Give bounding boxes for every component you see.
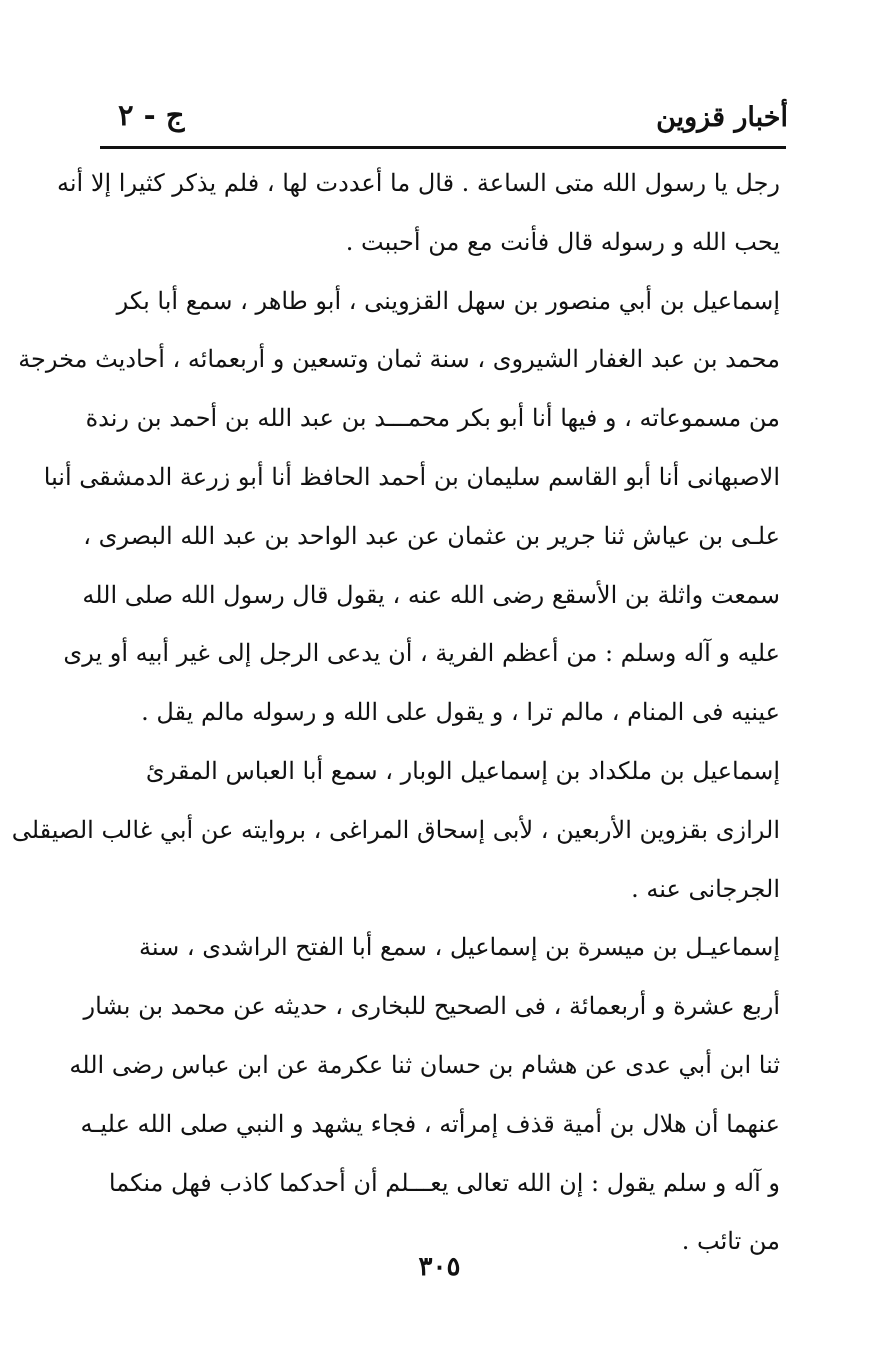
text-line: من تائب . xyxy=(681,1227,780,1256)
text-line: الجرجانى عنه . xyxy=(631,874,780,903)
text-line: يحب الله و رسوله قال فأنت مع من أحببت . xyxy=(345,227,780,256)
text-line: إسماعيل بن أبي منصور بن سهل القزوينى ، أبو طاهر ، سمع أبا بكر xyxy=(116,286,780,315)
text-line: من مسموعاته ، و فيها أنا أبو بكر محمـــد بن عبد الله بن أحمد بن رندة xyxy=(85,404,780,433)
text-line: إسماعيـل بن ميسرة بن إسماعيل ، سمع أبا الفتح الراشدى ، سنة xyxy=(139,933,780,962)
page-number: ٣٠٥ xyxy=(418,1252,461,1282)
text-line: الاصبهانى أنا أبو القاسم سليمان بن أحمد الحافظ أنا أبو زرعة الدمشقى أنبا xyxy=(43,462,780,491)
text-line: الرازى بقزوين الأربعين ، لأبى إسحاق المراغى ، بروايته عن أبي غالب الصيقلى xyxy=(11,815,780,844)
text-line: سمعت واثلة بن الأسقع رضى الله عنه ، يقول قال رسول الله صلى الله xyxy=(82,580,780,609)
book-title: أخبار قزوين xyxy=(656,102,788,133)
paragraph-3 xyxy=(11,742,780,918)
text-line: إسماعيل بن ملكداد بن إسماعيل الوبار ، سمع أبا العباس المقرئ xyxy=(145,756,780,785)
text-line: عينيه فى المنام ، مالم ترا ، و يقول على الله و رسوله مالم يقل . xyxy=(141,698,780,727)
text-line: محمد بن عبد الغفار الشيروى ، سنة ثمان وتسعين و أربعمائه ، أحاديث مخرجة xyxy=(18,345,780,374)
text-line: ثنا ابن أبي عدى عن هشام بن حسان ثنا عكرمة عن ابن عباس رضى الله xyxy=(69,1050,780,1079)
paragraph-1 xyxy=(56,154,780,272)
text-line: عليه و آله وسلم : من أعظم الفرية ، أن يدعى الرجل إلى غير أبيه أو يرى xyxy=(63,639,780,668)
volume-label: ج - ٢ xyxy=(118,98,185,132)
text-line: علـى بن عياش ثنا جرير بن عثمان عن عبد الواحد بن عبد الله البصرى ، xyxy=(83,521,780,550)
text-line: عنهما أن هلال بن أمية قذف إمرأته ، فجاء يشهد و النبي صلى الله عليـه xyxy=(80,1109,780,1138)
paragraph-4 xyxy=(69,918,780,1271)
paragraph-2 xyxy=(18,272,780,742)
header-divider xyxy=(100,146,786,149)
text-line: و آله و سلم يقول : إن الله تعالى يعـــلم أن أحدكما كاذب فهل منكما xyxy=(108,1168,780,1197)
page-body xyxy=(11,154,780,1271)
text-line: رجل يا رسول الله متى الساعة . قال ما أعددت لها ، فلم يذكر كثيرا إلا أنه xyxy=(56,169,780,197)
text-line: أربع عشرة و أربعمائة ، فى الصحيح للبخارى ، حديثه عن محمد بن بشار xyxy=(83,992,780,1021)
running-header xyxy=(100,88,788,148)
